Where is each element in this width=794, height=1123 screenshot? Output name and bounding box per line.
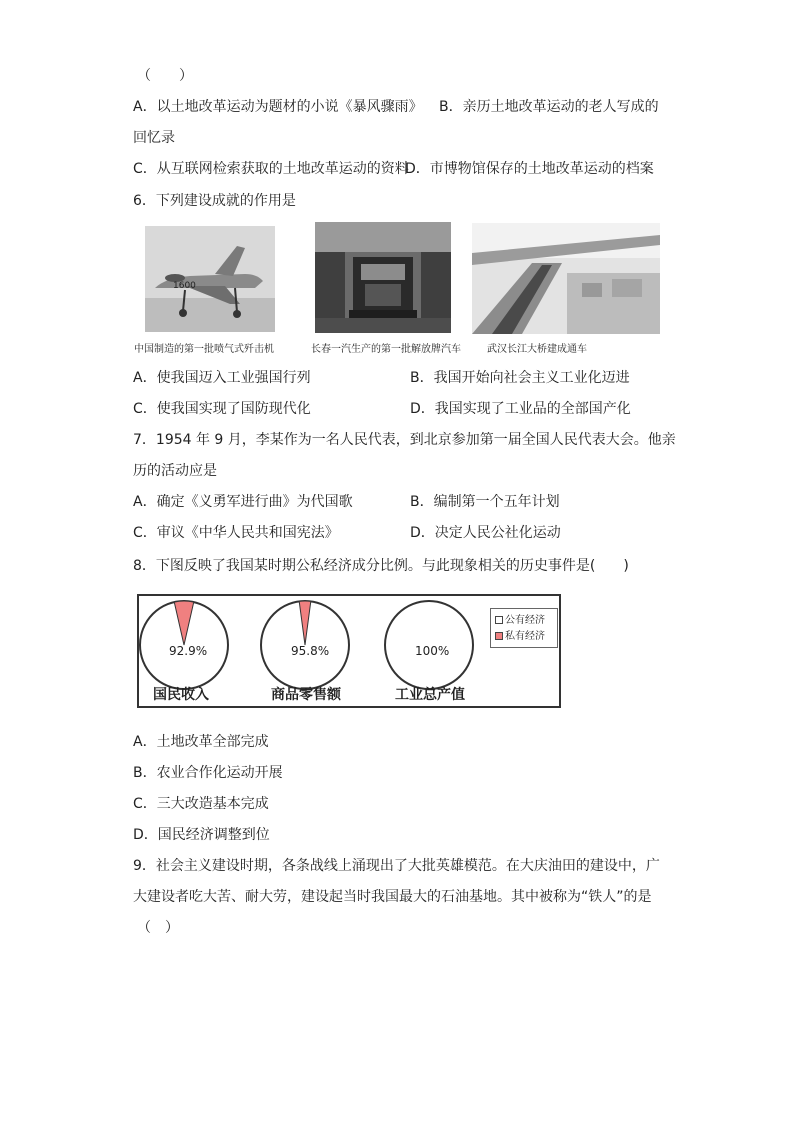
q6-option-a: A．使我国迈入工业强国行列 <box>133 370 311 386</box>
q7-option-d: D．决定人民公社化运动 <box>410 525 561 541</box>
legend-swatch-private <box>495 632 503 640</box>
pie-value-label: 92.9% <box>169 644 208 658</box>
q7-stem-line1: 7．1954 年 9 月，李某作为一名人民代表，到北京参加第一届全国人民代表大会。他亲 <box>133 432 676 448</box>
q8-stem: 8．下图反映了我国某时期公私经济成分比例。与此现象相关的历史事件是( ) <box>133 558 629 574</box>
q7-option-b: B．编制第一个五年计划 <box>410 494 560 510</box>
q6-option-b: B．我国开始向社会主义工业化迈进 <box>410 370 630 386</box>
q6-stem: 6．下列建设成就的作用是 <box>133 193 296 209</box>
pie-name-retail-sales: 商品零售额 <box>271 687 341 703</box>
ownership-pie-chart <box>137 594 561 708</box>
legend-label-public: 公有经济 <box>505 615 545 626</box>
truck-photo <box>315 222 451 333</box>
pie-value-label: 100% <box>415 644 450 658</box>
chart-legend <box>490 608 558 648</box>
q7-option-a: A．确定《义勇军进行曲》为代国歌 <box>133 494 353 510</box>
legend-label-private: 私有经济 <box>505 631 545 642</box>
q8-option-a: A．土地改革全部完成 <box>133 734 269 750</box>
truck-caption: 长春一汽生产的第一批解放牌汽车 <box>311 344 461 355</box>
pie-name-national-income: 国民收入 <box>153 687 209 703</box>
plane-number: 1600 <box>173 281 196 291</box>
q9-stem-line1: 9．社会主义建设时期，各条战线上涌现出了大批英雄模范。在大庆油田的建设中，广 <box>133 858 660 874</box>
legend-item-public <box>495 615 545 627</box>
pie-name-industrial-output: 工业总产值 <box>395 687 465 703</box>
q5-option-b-continued: 回忆录 <box>133 130 175 146</box>
legend-item-private <box>495 631 545 643</box>
q5-answer-bracket: （ ） <box>137 68 193 84</box>
q7-option-c: C．审议《中华人民共和国宪法》 <box>133 525 339 541</box>
q9-answer-bracket: （ ） <box>137 920 179 936</box>
q8-option-b: B．农业合作化运动开展 <box>133 765 283 781</box>
q5-option-a: A．以土地改革运动为题材的小说《暴风骤雨》 <box>133 99 423 115</box>
pie-value-label: 95.8% <box>291 644 330 658</box>
legend-swatch-public <box>495 616 503 624</box>
q9-stem-line2: 大建设者吃大苦、耐大劳，建设起当时我国最大的石油基地。其中被称为“铁人”的是 <box>133 889 652 905</box>
q8-option-c: C．三大改造基本完成 <box>133 796 269 812</box>
q6-option-d: D．我国实现了工业品的全部国产化 <box>410 401 631 417</box>
bridge-caption: 武汉长江大桥建成通车 <box>487 344 587 355</box>
q6-option-c: C．使我国实现了国防现代化 <box>133 401 311 417</box>
bridge-photo <box>472 223 660 334</box>
q8-option-d: D．国民经济调整到位 <box>133 827 270 843</box>
jet-fighter-photo <box>145 226 275 332</box>
q5-option-c: C．从互联网检索获取的土地改革运动的资料 <box>133 161 409 177</box>
q5-option-b: B．亲历土地改革运动的老人写成的 <box>439 99 659 115</box>
jet-fighter-caption: 中国制造的第一批喷气式歼击机 <box>134 344 274 355</box>
q5-option-d: D．市博物馆保存的土地改革运动的档案 <box>405 161 654 177</box>
q7-stem-line2: 历的活动应是 <box>133 463 217 479</box>
